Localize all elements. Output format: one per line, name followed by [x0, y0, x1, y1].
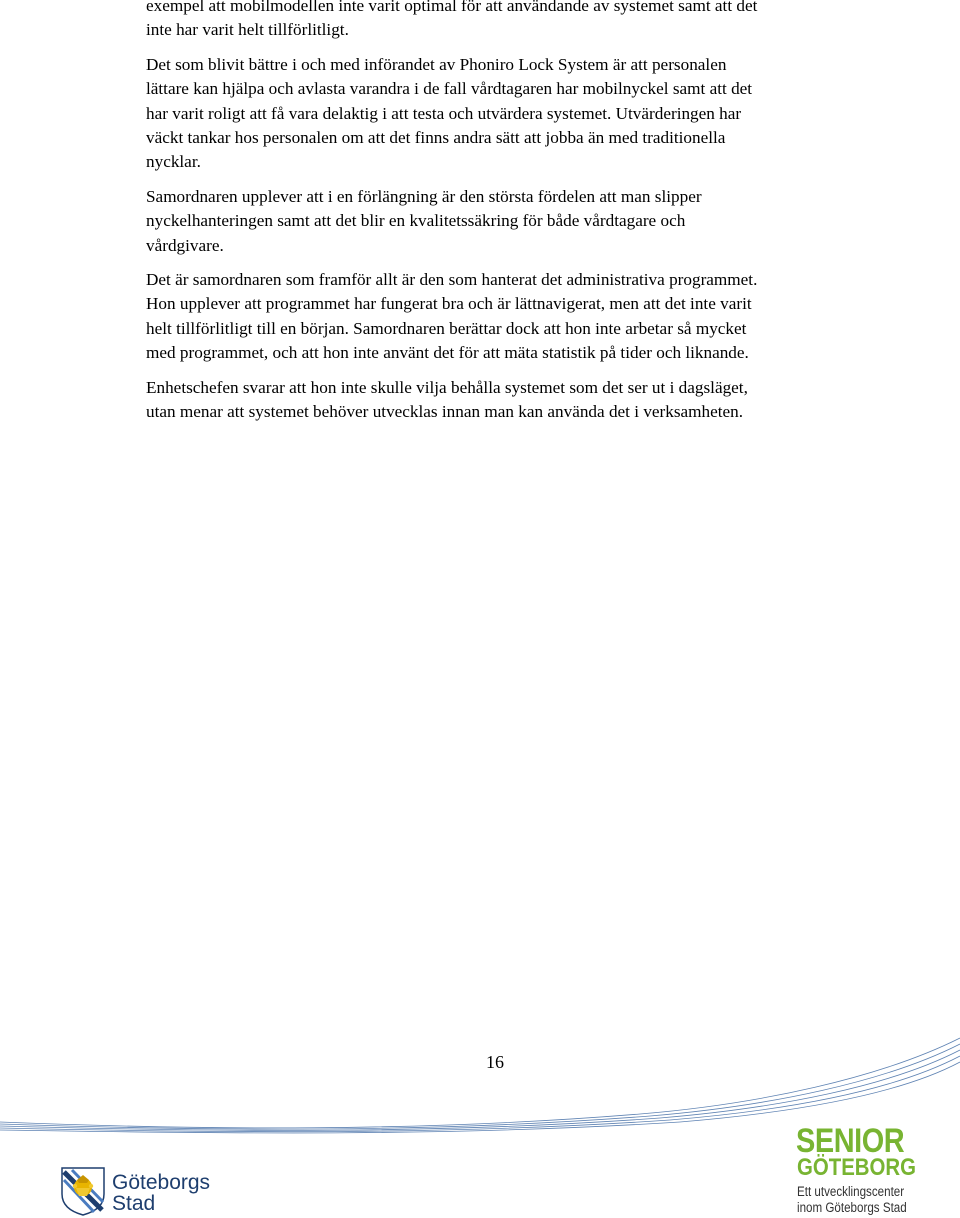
goteborgs-stad-logo	[60, 1160, 220, 1218]
senior-goteborg-logo	[790, 1120, 960, 1218]
senior-logo-tagline	[797, 1184, 907, 1216]
text-line: med programmet, och att hon inte använt det för att mäta statistik på tider och liknande.	[146, 343, 749, 363]
tagline-line: inom Göteborgs Stad	[797, 1200, 907, 1215]
text-line: exempel att mobilmodellen inte varit optimal för att användande av systemet samt att det	[146, 0, 758, 15]
goteborgs-stad-wordmark	[112, 1172, 210, 1214]
text-line: nycklar.	[146, 152, 201, 172]
paragraph	[146, 185, 846, 258]
page-number: 16	[486, 1052, 504, 1072]
text-line: inte har varit helt tillförlitligt.	[146, 20, 349, 40]
logo-text-line: Göteborgs	[112, 1171, 211, 1194]
text-line: helt tillförlitligt till en början. Samordnaren berättar dock att hon inte arbetar så mycket	[146, 318, 747, 338]
text-line: Det som blivit bättre i och med införandet av Phoniro Lock System är att personalen	[146, 54, 727, 74]
text-line: vårdgivare.	[146, 235, 224, 255]
text-line: Enhetschefen svarar att hon inte skulle vilja behålla systemet som det ser ut i dagsläget,	[146, 377, 748, 397]
text-line: Det är samordnaren som framför allt är den som hanterat det administrativa programmet.	[146, 270, 758, 290]
tagline-line: Ett utvecklingscenter	[797, 1184, 905, 1199]
paragraph	[146, 268, 846, 366]
document-body	[146, 0, 846, 435]
text-line: väckt tankar hos personalen om att det finns andra sätt att jobba än med traditionella	[146, 128, 726, 148]
text-line: utan menar att systemet behöver utvecklas innan man kan använda det i verksamheten.	[146, 402, 744, 422]
senior-logo-title: SENIOR	[796, 1122, 905, 1160]
goteborg-crest-icon	[60, 1166, 106, 1216]
logo-text-line: Stad	[112, 1192, 156, 1215]
paragraph	[146, 53, 846, 175]
text-line: nyckelhanteringen samt att det blir en kvalitetssäkring för både vårdtagare och	[146, 211, 686, 231]
text-line: Hon upplever att programmet har fungerat bra och är lättnavigerat, men att det inte varit	[146, 294, 752, 314]
senior-logo-subtitle: GÖTEBORG	[797, 1154, 917, 1181]
text-line: har varit roligt att få vara delaktig i att testa och utvärdera systemet. Utvärderingen har	[146, 103, 742, 123]
paragraph	[146, 0, 846, 43]
paragraph	[146, 376, 846, 425]
text-line: lättare kan hjälpa och avlasta varandra i de fall vårdtagaren har mobilnyckel samt att det	[146, 79, 753, 99]
text-line: Samordnaren upplever att i en förlängning är den största fördelen att man slipper	[146, 186, 702, 206]
